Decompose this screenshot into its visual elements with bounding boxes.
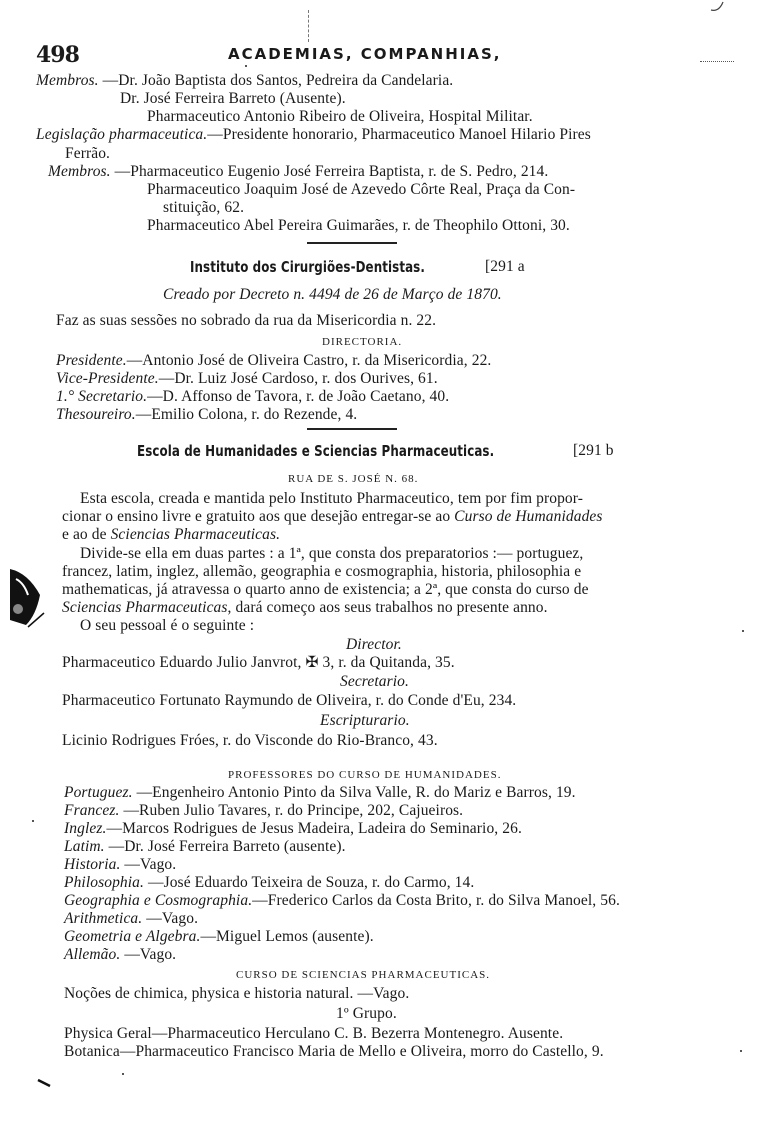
professor-text: —Vago. (120, 856, 177, 873)
director-heading: Director. (346, 636, 402, 653)
professor-subject: Latim. (64, 838, 105, 855)
para1-italic: Sciencias Pharmaceuticas. (110, 526, 281, 543)
officer-row (56, 406, 357, 424)
speck (245, 65, 247, 67)
officer-row (56, 370, 438, 388)
secretario-entry: Pharmaceutico Fortunato Raymundo de Oliveira, r. do Conde d'Eu, 234. (62, 692, 517, 709)
members2-line-4: Pharmaceutico Abel Pereira Guimarães, r. de Theophilo Ottoni, 30. (147, 217, 570, 234)
officer-text: —D. Affonso de Tavora, r. de João Caetano, 40. (147, 388, 450, 405)
professor-row (64, 802, 463, 820)
professor-text: —Miguel Lemos (ausente). (200, 928, 374, 945)
professor-text: —Ruben Julio Tavares, r. do Principe, 202, Cajueiros. (119, 802, 464, 819)
section-divider (307, 428, 397, 430)
officer-text: —Emilio Colona, r. do Rezende, 4. (135, 406, 358, 423)
para2-line-2: francez, latim, inglez, allemão, geographia e cosmographia, historia, philosophia e (62, 563, 582, 580)
grupo-entry-1: Physica Geral—Pharmaceutico Herculano C. B. Bezerra Montenegro. Ausente. (64, 1025, 564, 1042)
professor-row (64, 838, 346, 856)
para2-line-4 (62, 599, 548, 617)
dotted-mark (700, 61, 734, 63)
ink-blot-icon (6, 565, 46, 630)
para2-line-3: mathematicas, já atravessa o quarto anno de existencia; a 2ª, que consta do curso de (62, 581, 589, 598)
officer-row (56, 352, 491, 370)
professor-row (64, 784, 576, 802)
para1-italic: Curso de Humanidades (454, 508, 603, 525)
professor-subject: Portuguez. (64, 784, 133, 801)
escola-address: RUA DE S. JOSÉ N. 68. (288, 473, 419, 485)
professor-text: —Marcos Rodrigues de Jesus Madeira, Ladeira do Seminario, 26. (106, 820, 522, 837)
professor-row (64, 910, 198, 928)
section-divider (307, 242, 397, 244)
members2-line-2: Pharmaceutico Joaquim José de Azevedo Côrte Real, Praça da Con- (147, 181, 576, 198)
professor-row (64, 820, 522, 838)
grupo-heading: 1º Grupo. (336, 1005, 397, 1022)
professor-subject: Geometria e Algebra. (64, 928, 201, 945)
professor-text: —Engenheiro Antonio Pinto da Silva Valle, R. do Mariz e Barros, 19. (132, 784, 576, 801)
ink-mark-icon (36, 1078, 52, 1088)
para3: O seu pessoal é o seguinte : (80, 617, 255, 634)
secretario-heading: Secretario. (340, 673, 409, 690)
dashed-mark (308, 10, 310, 42)
members2-label: Membros. (48, 163, 111, 180)
para2-line-1: Divide-se ella em duas partes : a 1ª, que consta dos preparatorios :— portuguez, (80, 545, 584, 562)
para1-line-3 (62, 526, 280, 544)
professor-subject: Francez. (64, 802, 120, 819)
legislacao-label: Legislação pharmaceutica. (36, 126, 208, 143)
instituto-ref: [291 a (485, 258, 525, 275)
professor-text: —José Eduardo Teixeira de Souza, r. do Carmo, 14. (144, 874, 475, 891)
officer-text: —Dr. Luiz José Cardoso, r. dos Ourives, 61. (158, 370, 438, 387)
professores-heading: PROFESSORES DO CURSO DE HUMANIDADES. (228, 769, 502, 781)
directoria-heading: DIRECTORIA. (322, 336, 403, 348)
escola-ref: [291 b (573, 442, 614, 459)
curso-heading: CURSO DE SCIENCIAS PHARMACEUTICAS. (236, 969, 491, 981)
instituto-sessions: Faz as suas sessões no sobrado da rua da Misericordia n. 22. (56, 312, 437, 329)
officer-role: 1.° Secretario. (56, 388, 148, 405)
officer-text: —Antonio José de Oliveira Castro, r. da Misericordia, 22. (126, 352, 492, 369)
members2-line-1 (48, 163, 548, 181)
para2-italic: Sciencias Pharmaceuticas (62, 599, 228, 616)
nocoes-entry: Noções de chimica, physica e historia natural. —Vago. (64, 985, 410, 1002)
instituto-title: Instituto dos Cirurgiões-Dentistas. (190, 258, 425, 276)
professor-text: —Vago. (120, 946, 177, 963)
professor-row (64, 928, 374, 946)
professor-subject: Allemão. (64, 946, 121, 963)
legislacao-text: —Presidente honorario, Pharmaceutico Manoel Hilario Pires (207, 126, 591, 143)
officer-role: Presidente. (56, 352, 127, 369)
page-number: 498 (36, 42, 79, 68)
officer-row (56, 388, 449, 406)
escola-title: Escola de Humanidades e Sciencias Pharmaceuticas. (137, 442, 495, 460)
instituto-decree: Creado por Decreto n. 4494 de 26 de Março de 1870. (163, 286, 502, 303)
speck (122, 1073, 124, 1075)
escripturario-heading: Escripturario. (320, 712, 410, 729)
professor-subject: Inglez. (64, 820, 107, 837)
professor-row (64, 874, 474, 892)
speck (740, 1050, 742, 1052)
professor-text: —Dr. José Ferreira Barreto (ausente). (104, 838, 346, 855)
speck (32, 820, 34, 822)
professor-row (64, 892, 620, 910)
legislacao-cont: Ferrão. (65, 145, 111, 162)
professor-row (64, 946, 176, 964)
running-title: ACADEMIAS, COMPANHIAS, (228, 45, 502, 63)
escripturario-entry: Licinio Rodrigues Fróes, r. do Visconde do Rio-Branco, 43. (62, 732, 438, 749)
professor-subject: Arithmetica. (64, 910, 143, 927)
para1-text: cionar o ensino livre e gratuito aos que desejão entregar-se ao (62, 508, 455, 525)
members-line-1 (36, 72, 453, 90)
para1-line-1: Esta escola, creada e mantida pelo Instituto Pharmaceutico, tem por fim propor- (80, 490, 583, 507)
para1-line-2 (62, 508, 603, 526)
officer-role: Thesoureiro. (56, 406, 136, 423)
members-line-2: Dr. José Ferreira Barreto (Ausente). (120, 90, 346, 107)
member-text: —Dr. João Baptista dos Santos, Pedreira da Candelaria. (102, 72, 454, 89)
professor-subject: Philosophia. (64, 874, 144, 891)
corner-mark-icon (705, 0, 729, 14)
professor-subject: Historia. (64, 856, 121, 873)
members2-line-3: stituição, 62. (163, 199, 245, 216)
director-entry: Pharmaceutico Eduardo Julio Janvrot, ✠ 3, r. da Quitanda, 35. (62, 654, 455, 671)
member2-text: —Pharmaceutico Eugenio José Ferreira Baptista, r. de S. Pedro, 214. (114, 163, 549, 180)
professor-subject: Geographia e Cosmographia. (64, 892, 253, 909)
professor-text: —Frederico Carlos da Costa Brito, r. do Silva Manoel, 56. (252, 892, 620, 909)
officer-role: Vice-Presidente. (56, 370, 159, 387)
members-label: Membros. (36, 72, 99, 89)
grupo-entry-2: Botanica—Pharmaceutico Francisco Maria de Mello e Oliveira, morro do Castello, 9. (64, 1043, 604, 1060)
professor-row (64, 856, 176, 874)
members-line-3: Pharmaceutico Antonio Ribeiro de Oliveira, Hospital Militar. (147, 108, 533, 125)
para1-text: e ao de (62, 526, 111, 543)
legislacao-line (36, 126, 591, 144)
speck (742, 630, 744, 632)
para2-text: , dará começo aos seus trabalhos no presente anno. (227, 599, 548, 616)
professor-text: —Vago. (142, 910, 199, 927)
